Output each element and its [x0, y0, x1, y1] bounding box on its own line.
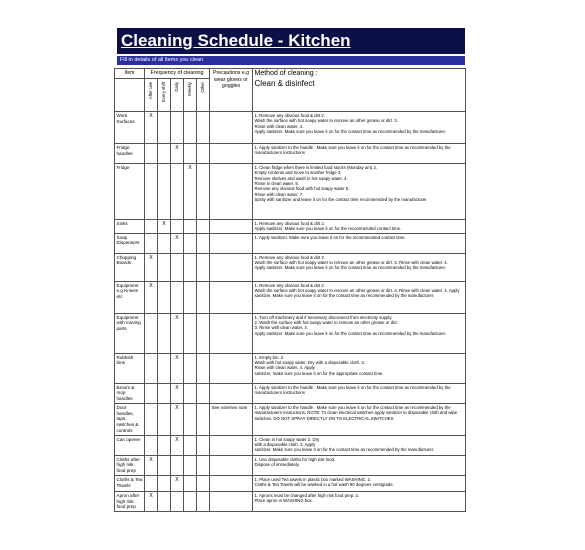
row-item: Apron after high risk food prep	[115, 491, 145, 511]
frequency-cell	[197, 403, 210, 435]
table-row	[115, 491, 466, 511]
frequency-cell	[158, 112, 171, 144]
frequency-cell	[184, 475, 197, 491]
frequency-cell: X	[171, 383, 184, 403]
method-line: 1. Apply sanitizer to the handle . Make sure you leave it on for the contact time as recommended by the manufacturers instructions	[254, 384, 451, 396]
row-method	[253, 491, 466, 511]
frequency-cell	[145, 353, 158, 383]
row-precautions	[210, 383, 253, 403]
method-line: Empty contents and move to another fridge 3.	[254, 170, 342, 176]
header-precautions: Precautions e.g wear gloves or goggles	[210, 69, 253, 112]
table-row	[115, 164, 466, 220]
frequency-cell	[184, 220, 197, 234]
header-freq-daily: Daily	[171, 79, 184, 112]
frequency-cell	[158, 233, 171, 253]
frequency-cell: X	[184, 164, 197, 220]
row-precautions	[210, 112, 253, 144]
method-line: Rinse in clean water. 5.	[254, 181, 299, 187]
frequency-cell	[158, 353, 171, 383]
frequency-cell: X	[145, 281, 158, 313]
method-line: Spray with sanitizer and leave it on for the contact time recommended by the manufacturer	[254, 197, 427, 203]
frequency-cell	[171, 164, 184, 220]
frequency-cell	[158, 455, 171, 475]
frequency-cell	[197, 253, 210, 281]
row-method	[253, 112, 466, 144]
row-item: Can opener	[115, 435, 145, 455]
frequency-cell	[158, 144, 171, 164]
row-precautions	[210, 220, 253, 234]
method-line: Apply sanitizer. Make sure you leave it on for the contact time as recommended by the manufacturer.	[254, 330, 447, 336]
row-precautions	[210, 435, 253, 455]
method-line: 1. Clean fridge when there is limited food stocks (Monday am) 2.	[254, 165, 378, 170]
frequency-cell	[197, 491, 210, 511]
frequency-cell	[145, 144, 158, 164]
table-row	[115, 383, 466, 403]
row-method	[253, 455, 466, 475]
row-item: Fridge	[115, 164, 145, 220]
frequency-cell	[171, 220, 184, 234]
frequency-cell	[184, 491, 197, 511]
frequency-cell	[158, 491, 171, 511]
frequency-cell: X	[171, 435, 184, 455]
frequency-cell	[197, 353, 210, 383]
method-line: with a disposable cloth. 3. Apply	[254, 441, 316, 447]
method-line: 1. Aprons must be changed after high risk food prep. 2.	[254, 492, 360, 498]
method-line: 1. Place used Tea towels in plastic box marked WASHING. 2.	[254, 476, 372, 482]
frequency-cell	[184, 435, 197, 455]
row-precautions	[210, 253, 253, 281]
header-method-line1: Method of cleaning :	[254, 70, 318, 77]
frequency-cell	[171, 455, 184, 475]
method-line: 1. Empty bin. 2.	[254, 354, 285, 360]
frequency-cell	[158, 164, 171, 220]
frequency-cell	[197, 435, 210, 455]
row-item: Broom & mop handles	[115, 383, 145, 403]
frequency-cell	[171, 491, 184, 511]
frequency-cell: X	[145, 491, 158, 511]
row-method	[253, 144, 466, 164]
frequency-cell	[171, 112, 184, 144]
frequency-cell	[145, 164, 158, 220]
row-method	[253, 435, 466, 455]
table-row	[115, 353, 466, 383]
header-method-line2: Clean & disinfect	[254, 78, 315, 88]
frequency-cell: X	[145, 455, 158, 475]
row-method	[253, 475, 466, 491]
frequency-cell	[197, 313, 210, 353]
frequency-cell: X	[171, 233, 184, 253]
frequency-cell	[197, 455, 210, 475]
table-row	[115, 220, 466, 234]
header-freq-after-use: After use	[145, 79, 158, 112]
row-precautions	[210, 353, 253, 383]
row-method	[253, 253, 466, 281]
frequency-cell	[197, 164, 210, 220]
header-freq-other: Other	[197, 79, 210, 112]
frequency-cell	[184, 144, 197, 164]
row-precautions	[210, 313, 253, 353]
method-line: 1. Remove any obvious food & dirt 2.	[254, 282, 325, 288]
frequency-cell	[197, 233, 210, 253]
table-row	[115, 313, 466, 353]
table-row	[115, 281, 466, 313]
frequency-cell	[158, 403, 171, 435]
header-method	[253, 69, 466, 112]
document-title: Cleaning Schedule - Kitchen	[117, 28, 465, 54]
method-line: 1. Remove any obvious food & dirt 2.	[254, 113, 325, 118]
method-line: Dispose of immediately.	[254, 461, 300, 467]
frequency-cell	[197, 144, 210, 164]
header-item: Item	[115, 69, 145, 79]
table-row	[115, 403, 466, 435]
method-line: Remove shelves and wash in hot soapy water. 4.	[254, 175, 348, 181]
method-line: Apply sanitizer. Make sure you leave it on for the contact time as recommended by the manufacturer.	[254, 129, 447, 135]
row-item: Work Surfaces	[115, 112, 145, 144]
method-line: Wash with hot soapy water. Dry with a disposable cloth. 3.	[254, 360, 365, 366]
frequency-cell: X	[171, 403, 184, 435]
frequency-cell	[197, 281, 210, 313]
row-precautions	[210, 281, 253, 313]
frequency-cell: X	[158, 220, 171, 234]
frequency-cell	[158, 475, 171, 491]
frequency-cell	[184, 112, 197, 144]
method-line: Wash the surface with hot soapy water to remove an other grease or dirt. 3. Rinse with clean water. 4.	[254, 260, 448, 266]
row-method	[253, 281, 466, 313]
frequency-cell	[171, 253, 184, 281]
row-item: Cloths & Tea Towels	[115, 475, 145, 491]
row-item: Equipment e.g Knives etc	[115, 281, 145, 313]
table-row	[115, 233, 466, 253]
row-method	[253, 403, 466, 435]
frequency-cell	[184, 353, 197, 383]
frequency-cell: X	[171, 475, 184, 491]
row-item: Rubbish bins	[115, 353, 145, 383]
method-line: Remove any obvious food with hot soapy water 6.	[254, 186, 350, 192]
method-line: 1. Remove any obvious food & dirt 2.	[254, 254, 325, 260]
frequency-cell: X	[145, 253, 158, 281]
method-line: sanitizer. Make sure you leave it on for the contact time as recommended by the manufacturer.	[254, 447, 435, 453]
table-row	[115, 455, 466, 475]
frequency-cell	[145, 233, 158, 253]
row-precautions	[210, 491, 253, 511]
frequency-cell	[197, 112, 210, 144]
row-precautions	[210, 475, 253, 491]
header-item-spacer	[115, 79, 145, 112]
method-line: 1. Turn off machinery and if necessary disconnect from electricity supply.	[254, 314, 393, 320]
row-precautions	[210, 233, 253, 253]
frequency-cell	[158, 253, 171, 281]
table-row	[115, 435, 466, 455]
header-freq-every-shift: Every shift	[158, 79, 171, 112]
row-method	[253, 313, 466, 353]
row-item: Equipment with moving parts	[115, 313, 145, 353]
frequency-cell: X	[145, 112, 158, 144]
table-row	[115, 253, 466, 281]
frequency-cell	[197, 383, 210, 403]
row-method	[253, 353, 466, 383]
method-line: 1. Apply sanitizer to the handle . Make sure you leave it on for the contact time as recommended by the manufacturers instructions	[254, 145, 451, 156]
method-line: Rinse with clean water. 7.	[254, 191, 304, 197]
row-item: Chopping Boards	[115, 253, 145, 281]
row-item: Fridge handles	[115, 144, 145, 164]
frequency-cell	[158, 281, 171, 313]
frequency-cell	[158, 435, 171, 455]
method-line: sanitizer, make sure you leave it on for the appropriate contact time.	[254, 370, 384, 376]
row-method	[253, 383, 466, 403]
method-line: Wash the surface with hot soapy water to remove an other grease or dirt. 3. Rinse with clean water. 4. Apply	[254, 288, 460, 294]
frequency-cell: X	[171, 144, 184, 164]
frequency-cell	[158, 313, 171, 353]
row-precautions	[210, 144, 253, 164]
frequency-cell	[145, 313, 158, 353]
frequency-cell	[145, 220, 158, 234]
method-line: 1. Use disposable cloths for high risk food.	[254, 456, 336, 462]
method-line: 1. Apply sanitizer. Make sure you leave it on for the recommended contact time.	[254, 234, 406, 240]
frequency-cell	[184, 281, 197, 313]
method-line: Apply sanitizer. Make sure you leave it on for the recommended contact time.	[254, 226, 402, 232]
document-subtitle: Fill in details of all items you clean	[117, 56, 465, 65]
row-precautions: See note/see note	[210, 403, 253, 435]
header-frequency: Frequency of cleaning	[145, 69, 210, 79]
cleaning-schedule-table	[114, 68, 466, 512]
frequency-cell	[184, 403, 197, 435]
method-line: Wash the surface with hot soapy water to remove an other grease or dirt. 3.	[254, 118, 398, 124]
frequency-cell	[145, 435, 158, 455]
row-precautions	[210, 455, 253, 475]
header-freq-weekly: Weekly	[184, 79, 197, 112]
frequency-cell: X	[171, 313, 184, 353]
row-precautions	[210, 164, 253, 220]
row-method	[253, 233, 466, 253]
table-row	[115, 144, 466, 164]
frequency-cell	[171, 281, 184, 313]
row-item: Door handles, taps, switches & controls	[115, 403, 145, 435]
row-item: Cloths after high risk food prep	[115, 455, 145, 475]
row-method	[253, 164, 466, 220]
method-line: 1. Apply sanitizer to the handle . Make sure you leave it on for the contact time as recommended by the manufacturers instructions. NOTE: To clean electrical switches apply sanitizer to disposable cloth and wipe switches. DO NOT SPRAY DIRECTLY ON TO ELECTRICAL SWITCHES	[254, 404, 458, 421]
method-line: 1. Remove any obvious food & dirt 2.	[254, 221, 325, 226]
frequency-cell	[145, 383, 158, 403]
row-item: Soap Dispensers	[115, 233, 145, 253]
row-method	[253, 220, 466, 234]
method-line: Rinse with clean water. 4.	[254, 123, 304, 129]
frequency-cell	[184, 233, 197, 253]
frequency-cell	[184, 455, 197, 475]
method-line: Apply sanitizer. Make sure you leave it on for the contact time as recommended by the manufacturer.	[254, 265, 447, 271]
table-row	[115, 475, 466, 491]
method-line: 2. Wash the surface with hot soapy water to remove an other grease or dirt.	[254, 320, 398, 326]
frequency-cell: X	[171, 353, 184, 383]
frequency-cell	[158, 383, 171, 403]
method-line: Cloths & Tea Towels will be washed in a hot wash 90 degrees centigrade.	[254, 482, 394, 488]
method-line: 1. Clean in hot soapy water 2. Dry	[254, 436, 320, 442]
method-line: 3. Rinse with clean water. 4.	[254, 325, 309, 331]
frequency-cell	[145, 403, 158, 435]
frequency-cell	[184, 253, 197, 281]
method-line: sanitizer. Make sure you leave it on for the contact time as recommended by the manufacturer.	[254, 293, 435, 299]
frequency-cell	[145, 475, 158, 491]
row-item: Sinks	[115, 220, 145, 234]
method-line: Place apron in WASHING box.	[254, 498, 313, 504]
frequency-cell	[184, 313, 197, 353]
frequency-cell	[197, 220, 210, 234]
frequency-cell	[197, 475, 210, 491]
table-row	[115, 112, 466, 144]
frequency-cell	[184, 383, 197, 403]
method-line: Rinse with clean water. 4. Apply	[254, 365, 315, 371]
